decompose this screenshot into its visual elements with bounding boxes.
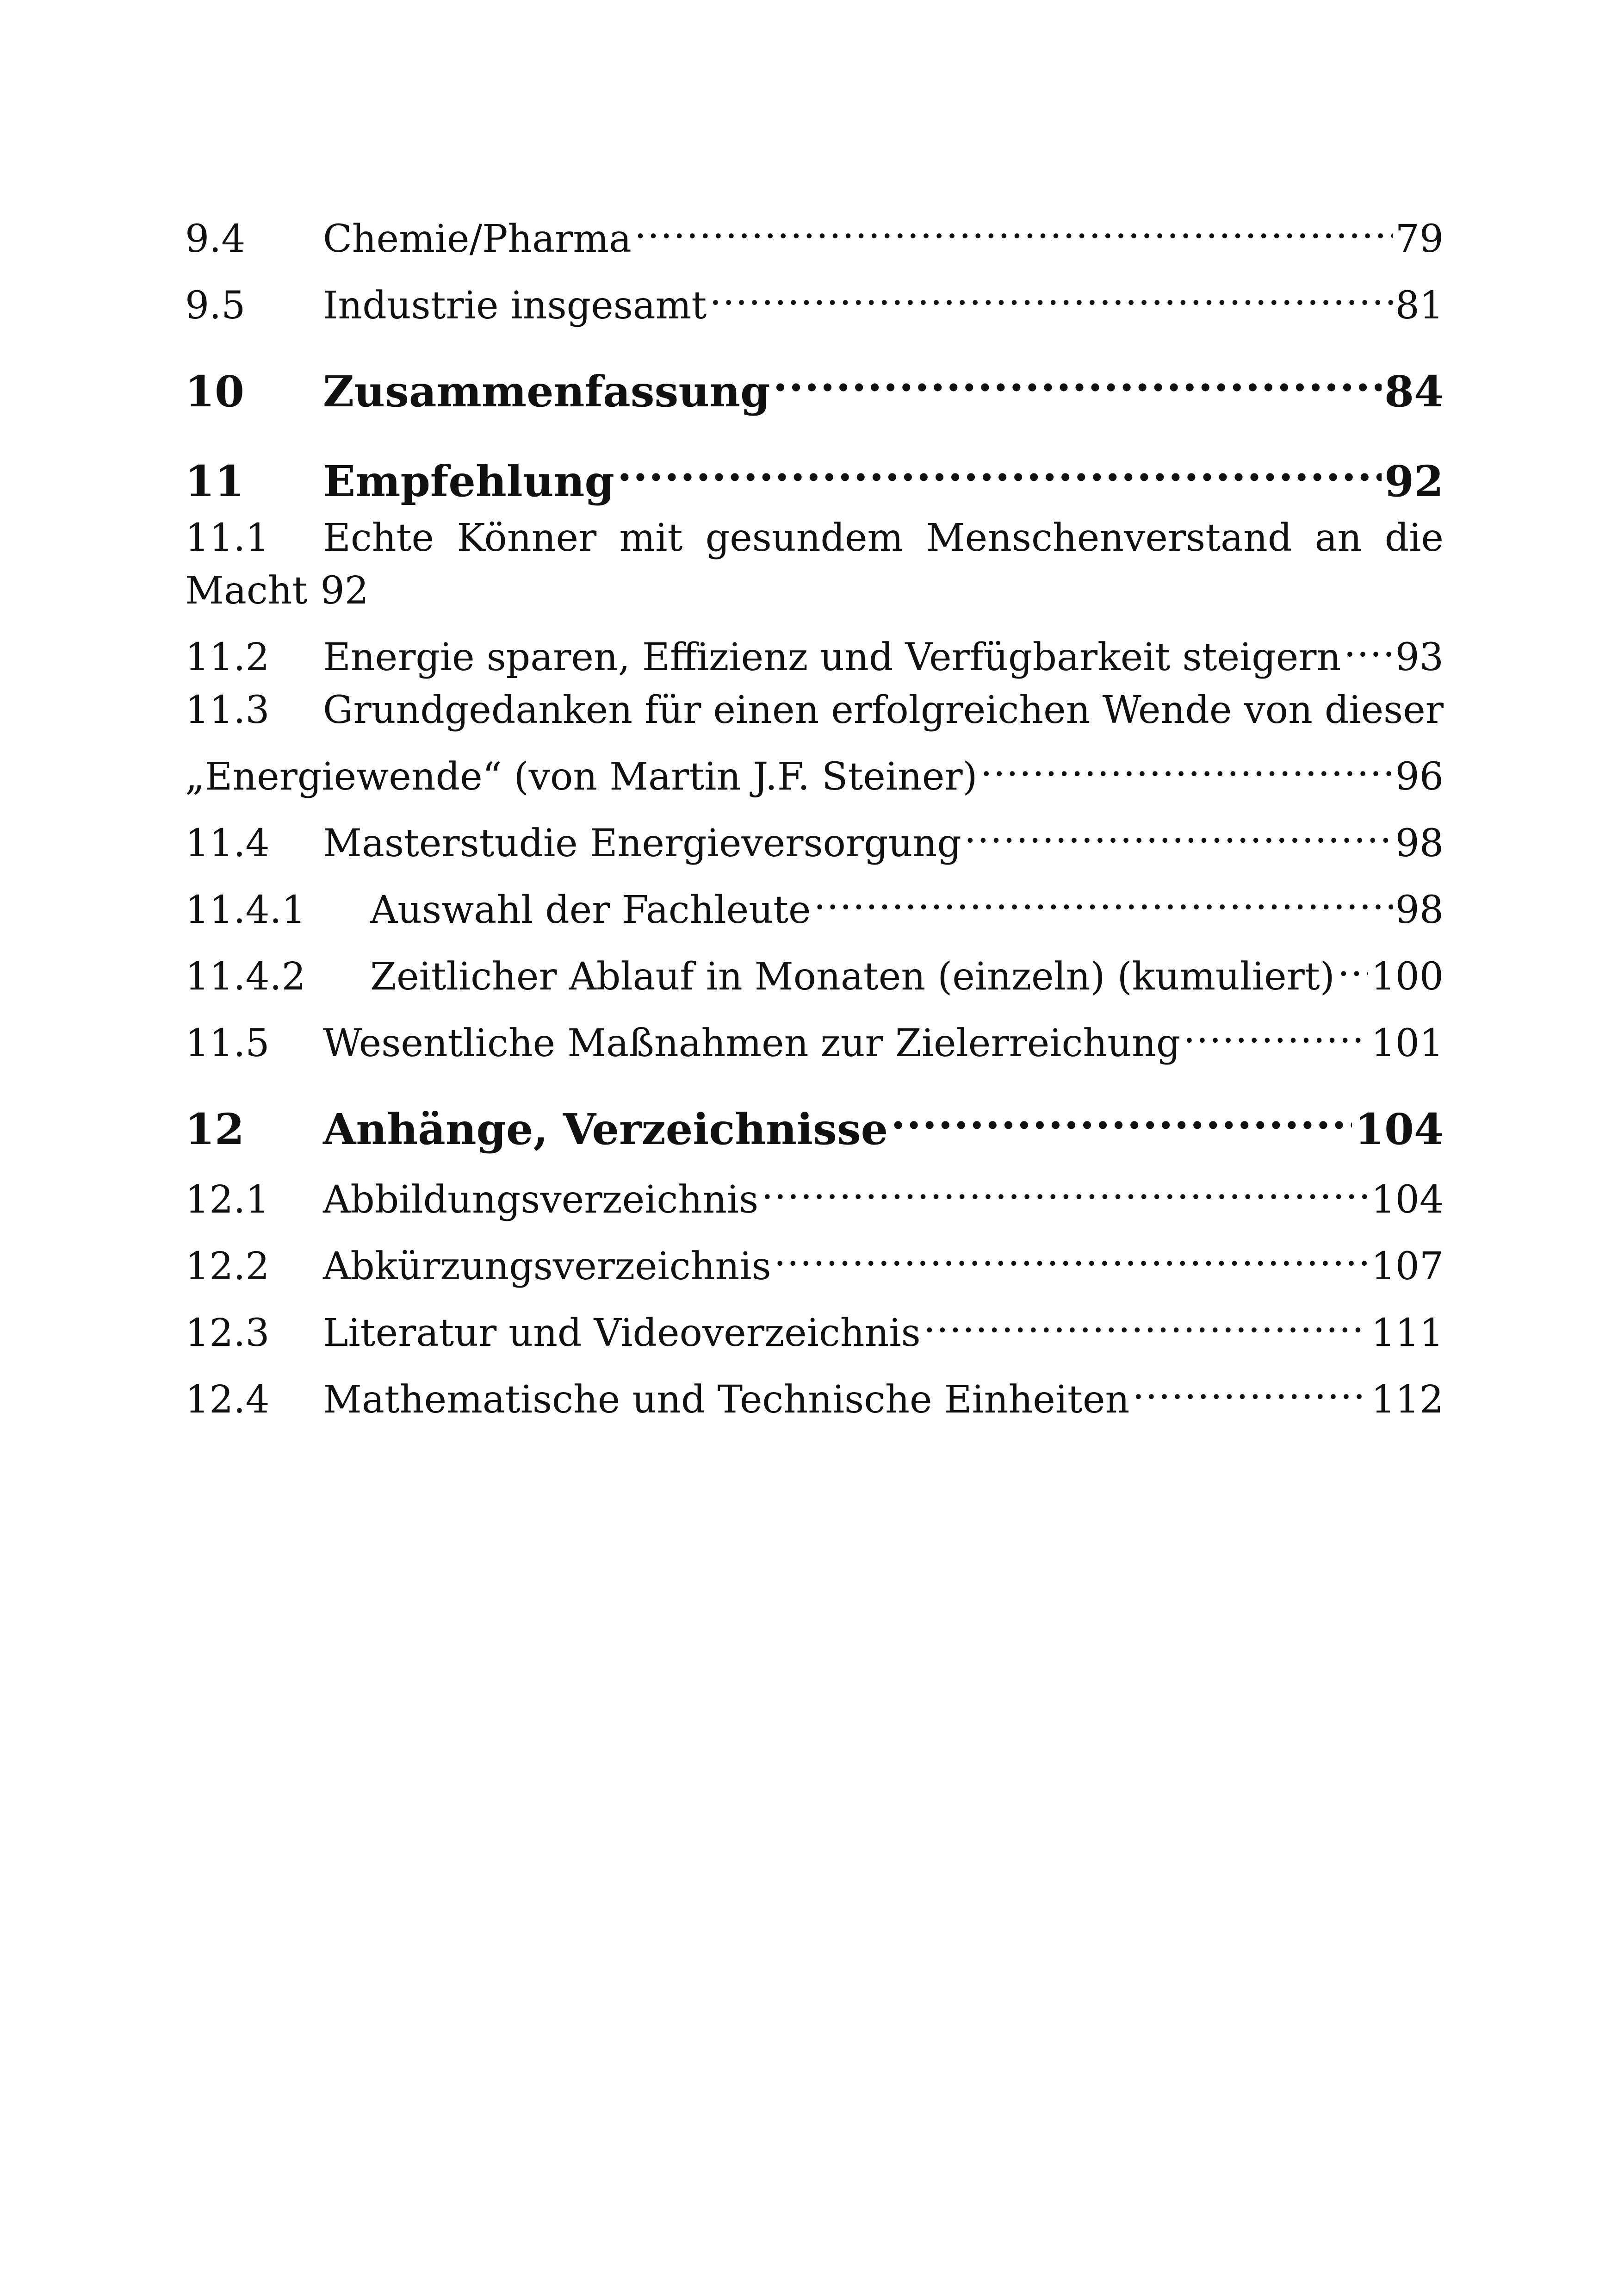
- dot-leader: [1183, 1003, 1368, 1056]
- toc-title: Anhänge, Verzeichnisse: [323, 1104, 888, 1154]
- toc-chapter-10[interactable]: [185, 345, 1444, 422]
- toc-number: 11.1: [185, 516, 270, 560]
- toc-title-line-2: Macht: [185, 569, 308, 613]
- toc-title: Industrie insgesamt: [323, 284, 707, 328]
- toc-number: 12.3: [185, 1311, 270, 1355]
- toc-entry-12-4[interactable]: [185, 1360, 1444, 1426]
- toc-title: Masterstudie Energieversorgung: [323, 821, 961, 865]
- toc-title: Chemie/Pharma: [323, 217, 632, 261]
- toc-number: 12.4: [185, 1378, 270, 1422]
- toc-page: 104: [1354, 1104, 1444, 1154]
- toc-number: 11.4: [185, 821, 270, 865]
- toc-page: 112: [1371, 1378, 1444, 1422]
- toc-page: 84: [1384, 367, 1444, 417]
- dot-leader: [924, 1293, 1369, 1346]
- toc-chapter-11[interactable]: [185, 435, 1444, 512]
- toc-chapter-12[interactable]: [185, 1083, 1444, 1160]
- toc-page: 107: [1371, 1244, 1444, 1288]
- toc-page: 93: [1395, 635, 1444, 679]
- toc-title-word: Wende: [1102, 688, 1232, 732]
- dot-leader: [1338, 937, 1369, 989]
- toc-page: 100: [1371, 955, 1444, 999]
- dot-leader: [773, 345, 1382, 406]
- toc-title-word: mit: [619, 516, 683, 560]
- toc-title-word: die: [1384, 516, 1444, 560]
- toc-title: Abkürzungsverzeichnis: [323, 1244, 771, 1288]
- toc-entry-9-4[interactable]: [185, 199, 1444, 266]
- toc-entry-12-1[interactable]: [185, 1160, 1444, 1226]
- toc-title-word: gesundem: [705, 516, 904, 560]
- toc-title: Auswahl der Fachleute: [370, 888, 811, 932]
- toc-title-word: Könner: [457, 516, 597, 560]
- toc-number: 11.4.1: [185, 888, 306, 932]
- dot-leader: [964, 803, 1393, 856]
- toc-page: 98: [1395, 821, 1444, 865]
- toc-entry-11-5[interactable]: [185, 1003, 1444, 1070]
- dot-leader: [634, 199, 1393, 252]
- toc-entry-11-4[interactable]: [185, 803, 1444, 870]
- toc-title-word: für: [645, 688, 701, 732]
- toc-number: 12.2: [185, 1244, 270, 1288]
- dot-leader: [814, 870, 1393, 923]
- toc-title-word: Menschenverstand: [926, 516, 1292, 560]
- toc-page: 79: [1395, 217, 1444, 261]
- toc-number: 11.5: [185, 1021, 270, 1065]
- toc-title-word: erfolgreichen: [831, 688, 1091, 732]
- toc-entry-11-1[interactable]: [185, 512, 1444, 617]
- toc-number: 9.4: [185, 217, 246, 261]
- toc-entry-11-2[interactable]: [185, 617, 1444, 684]
- toc-number: 11: [185, 456, 245, 506]
- dot-leader: [761, 1160, 1368, 1213]
- toc-title: Literatur und Videoverzeichnis: [323, 1311, 921, 1355]
- toc-entry-11-4-1[interactable]: [185, 870, 1444, 937]
- toc-number: 12: [185, 1104, 245, 1154]
- toc-entry-12-2[interactable]: [185, 1226, 1444, 1293]
- toc-title-word: Echte: [323, 516, 434, 560]
- toc-title: Wesentliche Maßnahmen zur Zielerreichung: [323, 1021, 1181, 1065]
- toc-title-word: von: [1244, 688, 1313, 732]
- toc-entry-9-5[interactable]: [185, 266, 1444, 332]
- toc-entry-12-3[interactable]: [185, 1293, 1444, 1360]
- dot-leader: [980, 737, 1393, 790]
- toc-title-word: einen: [713, 688, 819, 732]
- dot-leader: [774, 1226, 1369, 1279]
- toc-title-line-1: [323, 512, 1444, 565]
- toc-page: 96: [1395, 755, 1444, 799]
- toc-title-word: an: [1314, 516, 1362, 560]
- toc-page: 81: [1395, 284, 1444, 328]
- toc-entry-11-4-2[interactable]: [185, 937, 1444, 1003]
- toc-title: Abbildungsverzeichnis: [323, 1178, 759, 1222]
- toc-title: Energie sparen, Effizienz und Verfügbarkeit steigern: [323, 635, 1341, 679]
- dot-leader: [1344, 617, 1392, 670]
- toc-page: 92: [320, 569, 369, 613]
- toc-page: 101: [1371, 1021, 1444, 1065]
- dot-leader: [891, 1083, 1352, 1144]
- toc-number: 9.5: [185, 284, 246, 328]
- dot-leader: [1132, 1360, 1368, 1412]
- table-of-contents: [185, 199, 1444, 1426]
- toc-title-line-2: „Energiewende“ (von Martin J.F. Steiner): [185, 755, 978, 799]
- dot-leader: [709, 266, 1392, 318]
- toc-number: 11.4.2: [185, 955, 306, 999]
- toc-title: Empfehlung: [323, 456, 614, 506]
- toc-entry-11-3[interactable]: [185, 684, 1444, 803]
- toc-number: 12.1: [185, 1178, 270, 1222]
- toc-page: 98: [1395, 888, 1444, 932]
- toc-page: 104: [1371, 1178, 1444, 1222]
- toc-title-line-1: [323, 684, 1444, 737]
- toc-number: 11.2: [185, 635, 270, 679]
- toc-number: 10: [185, 367, 245, 417]
- toc-page: 111: [1371, 1311, 1444, 1355]
- toc-page: 92: [1384, 456, 1444, 506]
- toc-title: Zeitlicher Ablauf in Monaten (einzeln) (kumuliert): [370, 955, 1335, 999]
- toc-number: 11.3: [185, 688, 270, 732]
- dot-leader: [617, 435, 1382, 496]
- toc-title-word: Grundgedanken: [323, 688, 633, 732]
- toc-title-word: dieser: [1324, 688, 1444, 732]
- toc-title: Zusammenfassung: [323, 367, 770, 417]
- toc-title: Mathematische und Technische Einheiten: [323, 1378, 1130, 1422]
